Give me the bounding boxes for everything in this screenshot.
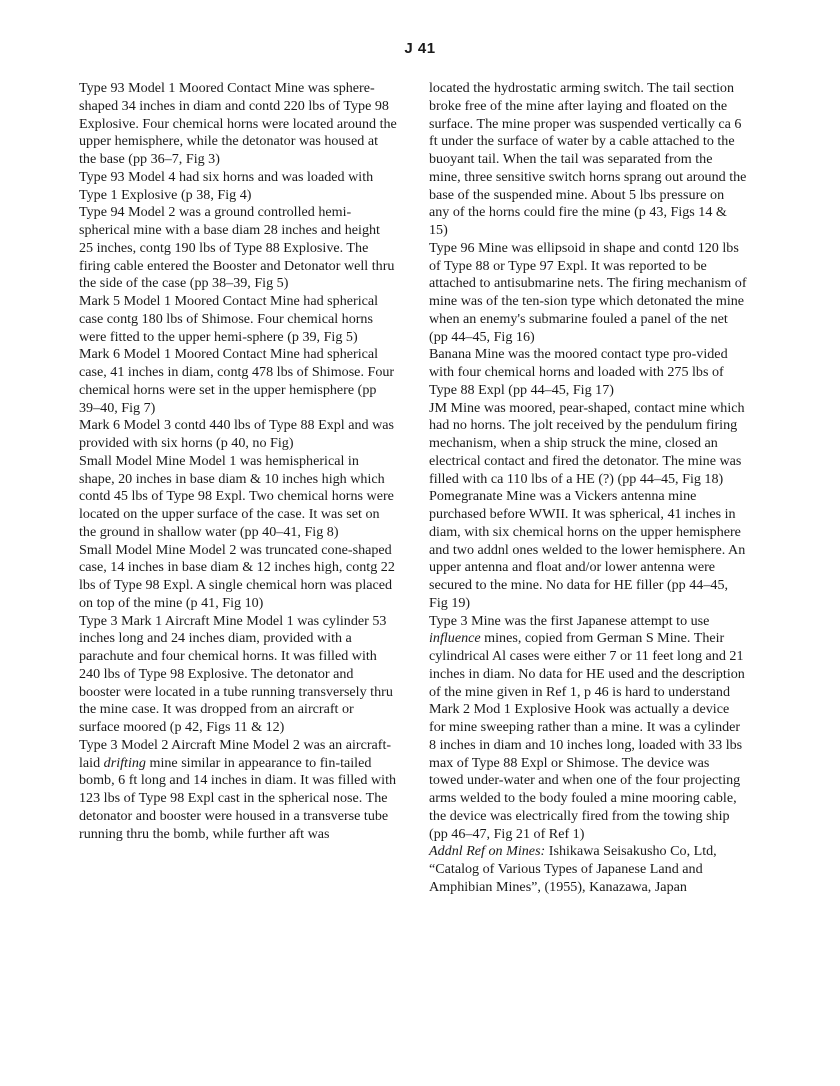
additional-reference-text: Ishikawa Seisakusho Co, Ltd, “Catalog of Various Types of Japanese Land and Amphibian Mines”, (1955), Kanazawa, Japan [429, 843, 717, 895]
entry-type3-mark1-aircraft-mine: Type 3 Mark 1 Aircraft Mine Model 1 was cylinder 53 inches long and 24 inches diam, provided with a parachute and four chemical horns. It was filled with 240 lbs of Type 98 Explosive. The detonator and booster were located in a tube running transversely thru the mine case. It was dropped from an aircraft or surface moored (p 42, Figs 11 & 12) [79, 612, 393, 735]
entry-mark2-explosive-hook: Mark 2 Mod 1 Explosive Hook was actually a device for mine sweeping rather than a mine. It was a cylinder 8 inches in diam and 10 inches long, loaded with 33 lbs max of Type 88 Expl or Shimose. The device was towed under-water and when one of the four projecting arms welded to the body fouled a mine mooring cable, the device was electrically fired from the towing ship (pp 46–47, Fig 21 of Ref 1) [429, 701, 743, 842]
entry-mark5-model1: Mark 5 Model 1 Moored Contact Mine had spherical case contg 180 lbs of Shimose. Four chemical horns were fitted to the upper hemi-sphere (p 39, Fig 5) [79, 293, 379, 345]
entry-type3-mine [429, 613, 747, 702]
entry-type94-model2: Type 94 Model 2 was a ground controlled hemi-spherical mine with a base diam 28 inches and height 25 inches, contg 190 lbs of Type 88 Explosive. The firing cable entered the Booster and Detonator well thru the side of the case (pp 38–39, Fig 5) [79, 204, 395, 292]
emphasis-drifting: drifting [103, 754, 146, 771]
entry-type3-model2-aircraft-mine [79, 737, 397, 844]
entry-jm-mine: JM Mine was moored, pear-shaped, contact mine which had no horns. The jolt received by the pendulum firing mechanism, when a ship struck the mine, closed an electrical contact and fired the detonator. The mine was filled with ca 110 lbs of a HE (?) (pp 44–45, Fig 18) [429, 399, 745, 487]
page-number-header: J 41 [404, 40, 436, 57]
additional-reference-label: Addnl Ref on Mines: [429, 843, 546, 860]
entry-text-start: Type 3 Mine was the first Japanese attempt to use [429, 612, 710, 629]
left-column [79, 80, 397, 843]
entry-mark6-model3: Mark 6 Model 3 contd 440 lbs of Type 88 Expl and was provided with six horns (p 40, no Fig) [79, 417, 395, 451]
entry-small-model-mine-1: Small Model Mine Model 1 was hemispherical in shape, 20 inches in base diam & 10 inches high which contd 45 lbs of Type 98 Expl. Two chemical horns were located on the upper surface of the case. It was set on the ground in shallow water (pp 40–41, Fig 8) [79, 452, 394, 540]
entry-type93-model4: Type 93 Model 4 had six horns and was loaded with Type 1 Explosive (p 38, Fig 4) [79, 168, 374, 203]
entry-small-model-mine-2: Small Model Mine Model 2 was truncated cone-shaped case, 14 inches in base diam & 12 inches high, contg 22 lbs of Type 98 Expl. A single chemical horn was placed on top of the mine (p 41, Fig 10) [79, 541, 395, 611]
emphasis-influence: influence [429, 630, 481, 647]
additional-reference [429, 843, 747, 896]
entry-banana-mine: Banana Mine was the moored contact type pro-vided with four chemical horns and loaded with 275 lbs of Type 88 Expl (pp 44–45, Fig 17) [429, 346, 728, 398]
entry-text-end: mine similar in appearance to fin-tailed bomb, 6 ft long and 14 inches in diam. It was filled with 123 lbs of Type 98 Expl cast in the spherical nose. The detonator and booster were housed in a transverse tube running thru the bomb, while further aft was [79, 754, 397, 842]
entry-text-end: mines, copied from German S Mine. Their cylindrical Al cases were either 7 or 11 feet long and 21 inches in diam. No data for HE used and the description of the mine given in Ref 1, p 46 is hard to understand [429, 630, 745, 700]
entry-continued: located the hydrostatic arming switch. The tail section broke free of the mine after laying and floated on the surface. The mine proper was suspended vertically ca 6 ft under the surface of water by a cable attached to the buoyant tail. When the tail was separated from the mine, three sensitive switch horns sprang out around the base of the suspended mine. About 5 lbs pressure on any of the horns could fire the mine (p 43, Figs 14 & 15) [429, 80, 747, 238]
right-column [429, 80, 747, 897]
entry-text-start: Type 3 Model 2 Aircraft Mine Model 2 was an aircraft-laid [79, 736, 392, 771]
entry-pomegranate-mine: Pomegranate Mine was a Vickers antenna mine purchased before WWII. It was spherical, 41 inches in diam, with six chemical horns on the upper hemisphere and two addnl ones welded to the lower hemisphere. An upper antenna and float and/or lower antenna were secured to the mine. No data for HE filler (pp 44–45, Fig 19) [429, 488, 746, 611]
entry-type96-mine: Type 96 Mine was ellipsoid in shape and contd 120 lbs of Type 88 or Type 97 Expl. It was reported to be attached to antisubmarine nets. The firing mechanism of mine was of the ten-sion type which detonated the mine when an enemy's submarine fouled a panel of the net (pp 44–45, Fig 16) [429, 239, 747, 345]
entry-type93-model1: Type 93 Model 1 Moored Contact Mine was sphere-shaped 34 inches in diam and contd 220 lbs of Type 98 Explosive. Four chemical horns were located around the upper hemisphere, while the detonator was housed at the base (pp 36–7, Fig 3) [79, 80, 397, 167]
entry-mark6-model1: Mark 6 Model 1 Moored Contact Mine had spherical case, 41 inches in diam, contg 478 lbs of Shimose. Four chemical horns were set in the upper hemisphere (pp 39–40, Fig 7) [79, 346, 395, 416]
